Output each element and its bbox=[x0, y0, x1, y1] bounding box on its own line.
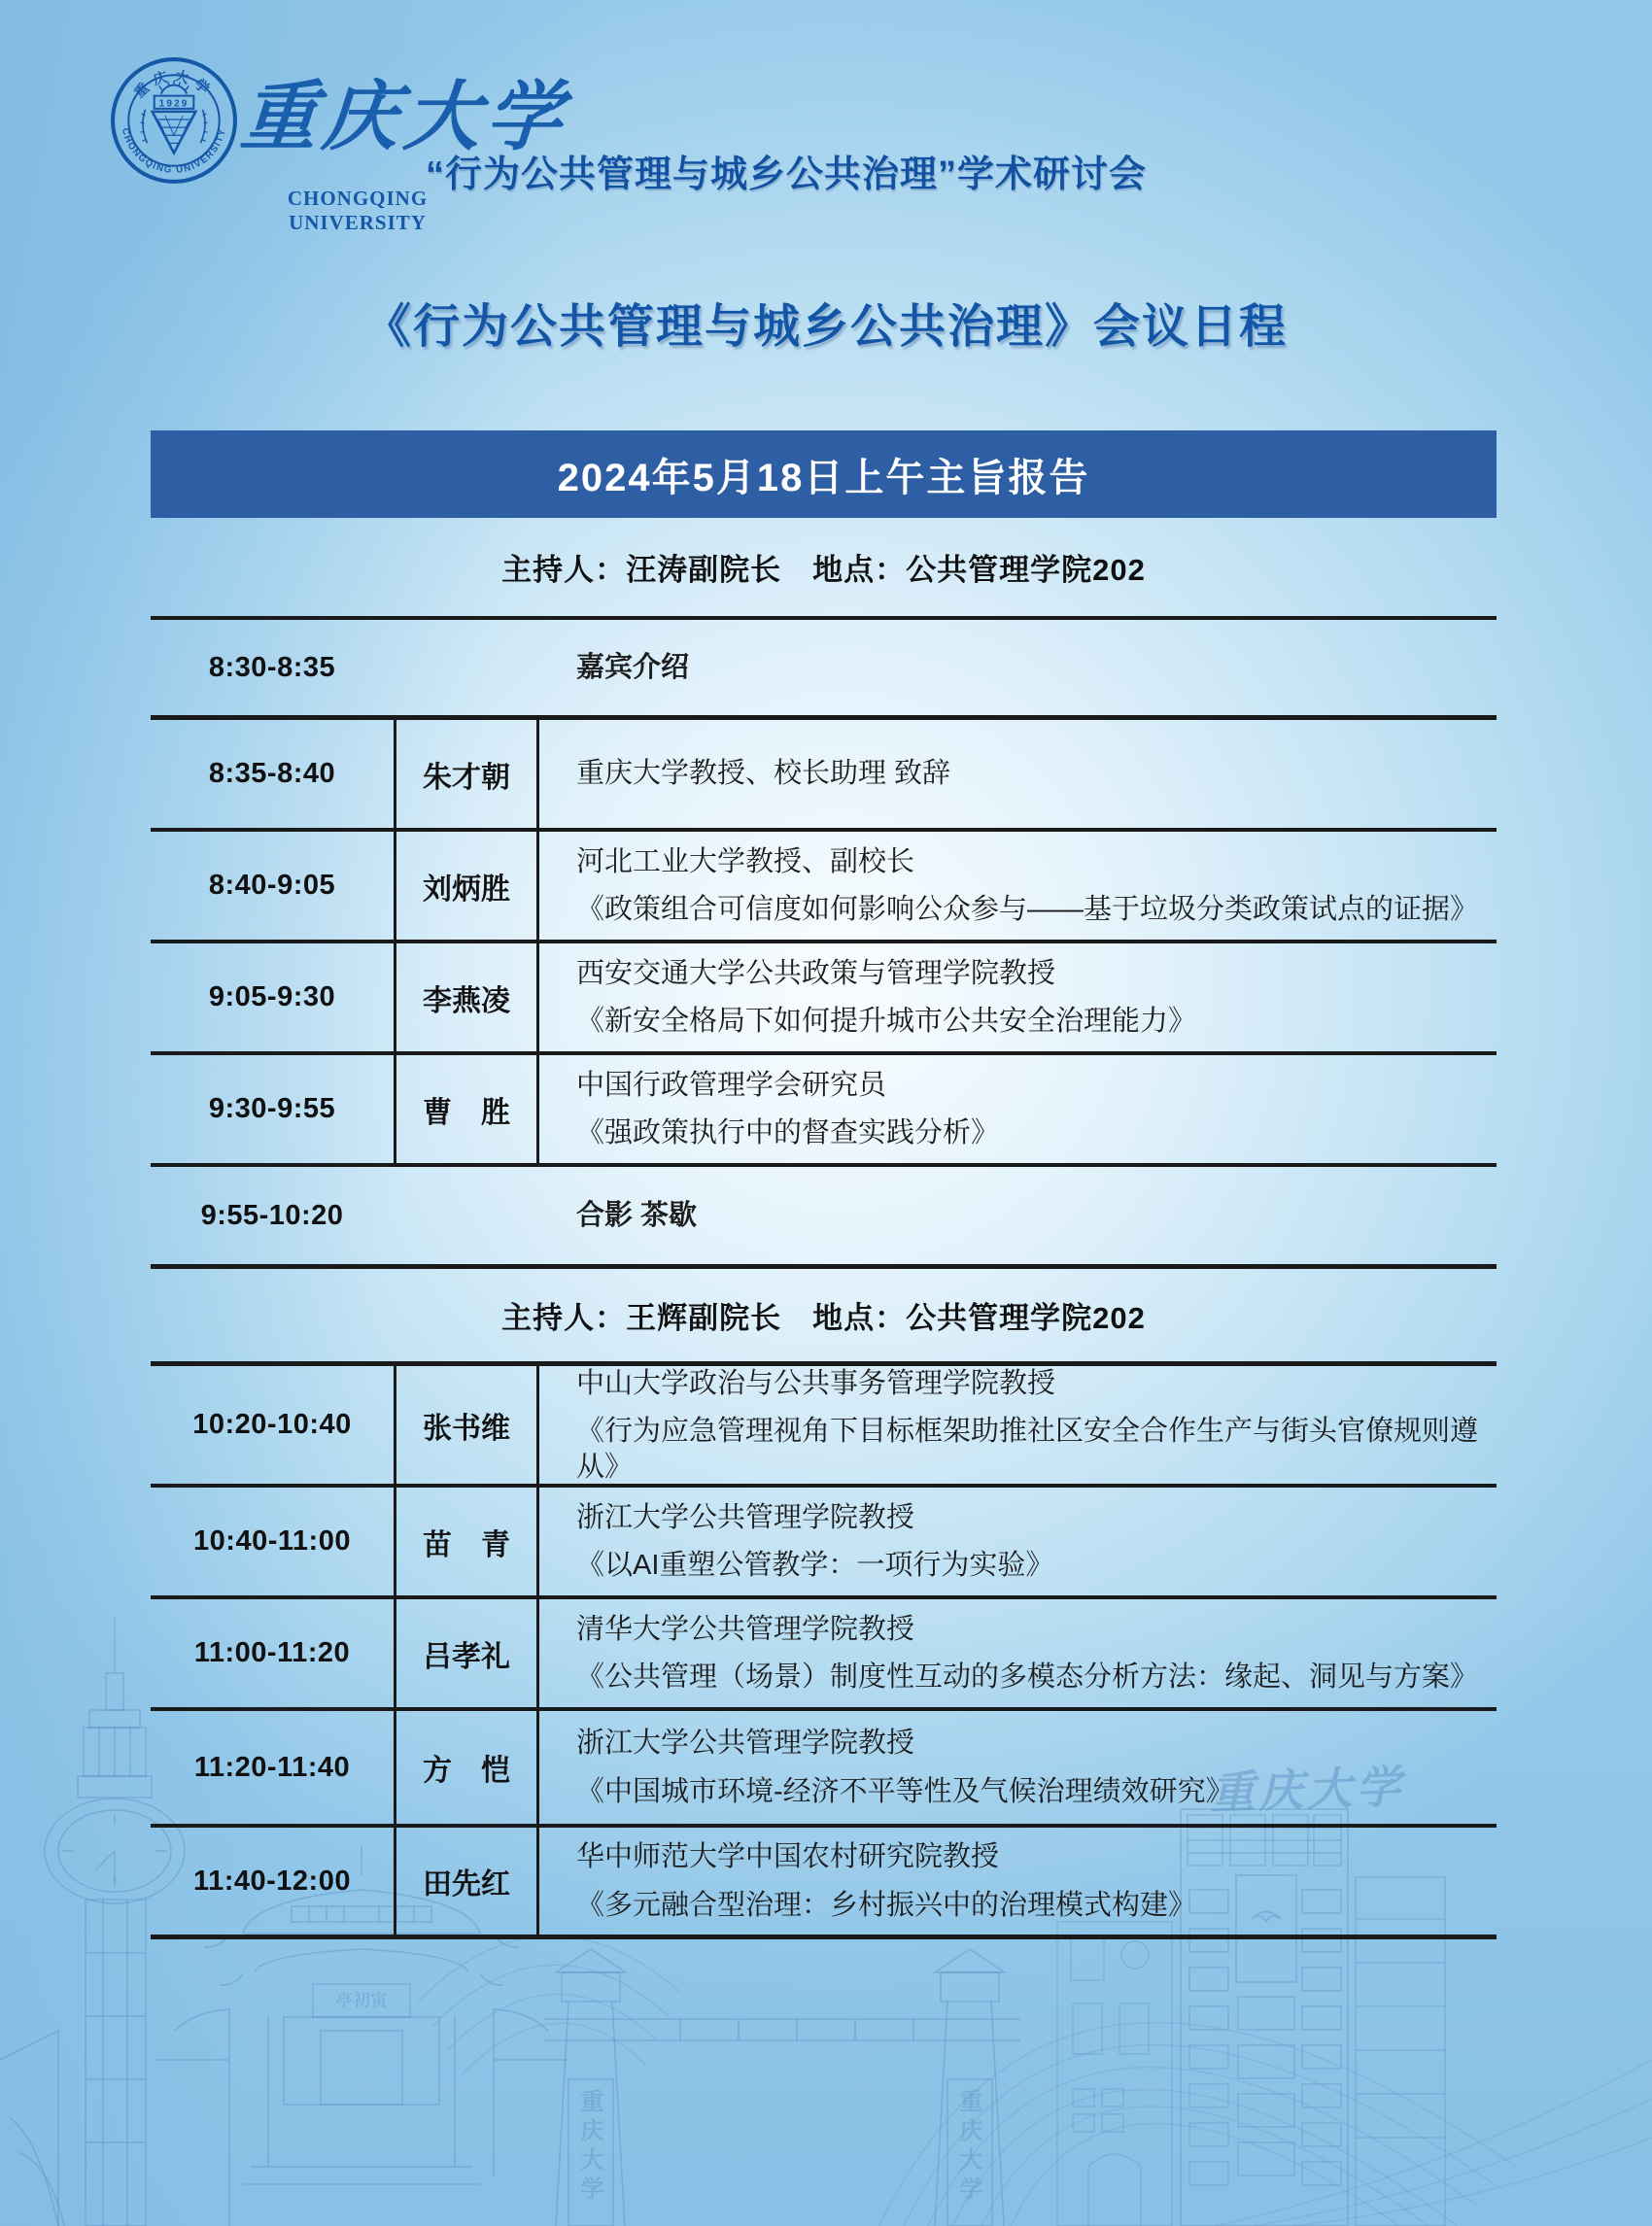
speaker-cell bbox=[394, 620, 539, 715]
schedule-row bbox=[151, 1167, 1497, 1269]
affiliation-line: 西安交通大学公共政策与管理学院教授 bbox=[576, 957, 1056, 989]
schedule-row bbox=[151, 832, 1497, 943]
gate-plaque-text: 亭初寅 bbox=[335, 1991, 388, 2010]
schedule-row bbox=[151, 1711, 1497, 1828]
affiliation-line: 重庆大学教授、校长助理 致辞 bbox=[576, 758, 951, 790]
description-cell bbox=[539, 720, 1497, 828]
session-banner: 2024年5月18日上午主旨报告 bbox=[151, 430, 1497, 518]
host-row-morning-1: 主持人：汪涛副院长 地点：公共管理学院202 bbox=[151, 518, 1497, 620]
seal-ring-bottom-text: CHONGQING UNIVERSITY bbox=[119, 126, 229, 176]
activity-label: 嘉宾介绍 bbox=[576, 651, 690, 683]
speaker-cell: 吕孝礼 bbox=[394, 1599, 539, 1707]
time-cell: 11:00-11:20 bbox=[193, 1637, 351, 1668]
speaker-cell: 刘炳胜 bbox=[394, 832, 539, 940]
shell-arcs-drawing bbox=[879, 2022, 1652, 2226]
description-cell bbox=[539, 1167, 1497, 1264]
time-cell: 9:30-9:55 bbox=[208, 1093, 336, 1124]
affiliation-line: 浙江大学公共管理学院教授 bbox=[576, 1728, 915, 1760]
description-cell bbox=[539, 1711, 1497, 1824]
wave-arcs-drawing bbox=[418, 1935, 680, 2074]
description-cell bbox=[539, 1055, 1497, 1163]
talk-title-line: 《多元融合型治理：乡村振兴中的治理模式构建》 bbox=[576, 1889, 1197, 1921]
time-cell: 8:35-8:40 bbox=[208, 758, 336, 789]
time-cell: 11:20-11:40 bbox=[193, 1751, 351, 1783]
affiliation-line: 华中师范大学中国农村研究院教授 bbox=[576, 1841, 1000, 1873]
calligraphy-watermark: 重庆大学 bbox=[1209, 1762, 1405, 1819]
speaker-cell: 朱才朝 bbox=[394, 720, 539, 828]
speaker-cell: 方 恺 bbox=[394, 1711, 539, 1824]
university-calligraphy: 重庆大学 bbox=[237, 75, 571, 159]
time-cell: 9:05-9:30 bbox=[208, 981, 336, 1012]
schedule-row bbox=[151, 720, 1497, 832]
schedule-row bbox=[151, 1055, 1497, 1167]
affiliation-line: 浙江大学公共管理学院教授 bbox=[576, 1501, 915, 1533]
schedule-row bbox=[151, 620, 1497, 720]
speaker-cell: 张书维 bbox=[394, 1366, 539, 1485]
description-cell bbox=[539, 620, 1497, 715]
speaker-cell: 田先红 bbox=[394, 1828, 539, 1935]
time-cell: 10:40-11:00 bbox=[193, 1525, 351, 1557]
chongqing-university-seal-icon bbox=[110, 56, 238, 185]
description-cell bbox=[539, 943, 1497, 1051]
time-cell: 8:30-8:35 bbox=[208, 651, 336, 683]
page-title: 《行为公共管理与城乡公共治理》会议日程 bbox=[363, 301, 1288, 353]
time-cell: 11:40-12:00 bbox=[193, 1865, 351, 1897]
talk-title-line: 《强政策执行中的督查实践分析》 bbox=[576, 1117, 1000, 1148]
talk-title-line: 《政策组合可信度如何影响公众参与——基于垃圾分类政策试点的证据》 bbox=[576, 894, 1479, 925]
schedule-table bbox=[151, 430, 1497, 1939]
affiliation-line: 中山大学政治与公共事务管理学院教授 bbox=[576, 1368, 1056, 1399]
time-cell: 8:40-9:05 bbox=[208, 870, 336, 901]
talk-title-line: 《新安全格局下如何提升城市公共安全治理能力》 bbox=[576, 1006, 1197, 1037]
talk-title-line: 《行为应急管理视角下目标框架助推社区安全合作生产与街头官僚规则遵从》 bbox=[576, 1416, 1479, 1483]
schedule-row bbox=[151, 1828, 1497, 1939]
speaker-cell: 李燕凌 bbox=[394, 943, 539, 1051]
schedule-row bbox=[151, 1366, 1497, 1488]
bridge-pylon-text-left: 重庆大学 bbox=[576, 2089, 602, 2206]
bridge-drawing bbox=[544, 1949, 1020, 2226]
affiliation-line: 清华大学公共管理学院教授 bbox=[576, 1613, 915, 1645]
seal-ring-top-text: 重庆大学 bbox=[131, 68, 217, 102]
description-cell bbox=[539, 1599, 1497, 1707]
speaker-cell: 苗 青 bbox=[394, 1488, 539, 1595]
description-cell bbox=[539, 1828, 1497, 1935]
time-cell: 9:55-10:20 bbox=[200, 1199, 344, 1231]
university-english-name: CHONGQING UNIVERSITY bbox=[287, 187, 429, 234]
talk-title-line: 《以AI重塑公管教学：一项行为实验》 bbox=[576, 1550, 1054, 1581]
description-cell bbox=[539, 832, 1497, 940]
talk-title-line: 《中国城市环境-经济不平等性及气候治理绩效研究》 bbox=[576, 1775, 1234, 1807]
description-cell bbox=[539, 1488, 1497, 1595]
schedule-row bbox=[151, 1488, 1497, 1599]
talk-title-line: 《公共管理（场景）制度性互动的多模态分析方法：缘起、洞见与方案》 bbox=[576, 1661, 1479, 1693]
speaker-cell: 曹 胜 bbox=[394, 1055, 539, 1163]
schedule-row bbox=[151, 943, 1497, 1055]
schedule-row bbox=[151, 1599, 1497, 1711]
host-row-morning-2: 主持人：王辉副院长 地点：公共管理学院202 bbox=[151, 1269, 1497, 1366]
bridge-pylon-text-right: 重庆大学 bbox=[955, 2089, 981, 2206]
seal-year-text: 1929 bbox=[158, 98, 189, 110]
description-cell bbox=[539, 1366, 1497, 1485]
activity-label: 合影 茶歇 bbox=[576, 1199, 698, 1231]
affiliation-line: 河北工业大学教授、副校长 bbox=[576, 845, 915, 877]
speaker-cell bbox=[394, 1167, 539, 1264]
time-cell: 10:20-10:40 bbox=[192, 1409, 352, 1441]
affiliation-line: 中国行政管理学会研究员 bbox=[576, 1069, 887, 1101]
conference-title: “行为公共管理与城乡公共治理”学术研讨会 bbox=[426, 154, 1148, 195]
